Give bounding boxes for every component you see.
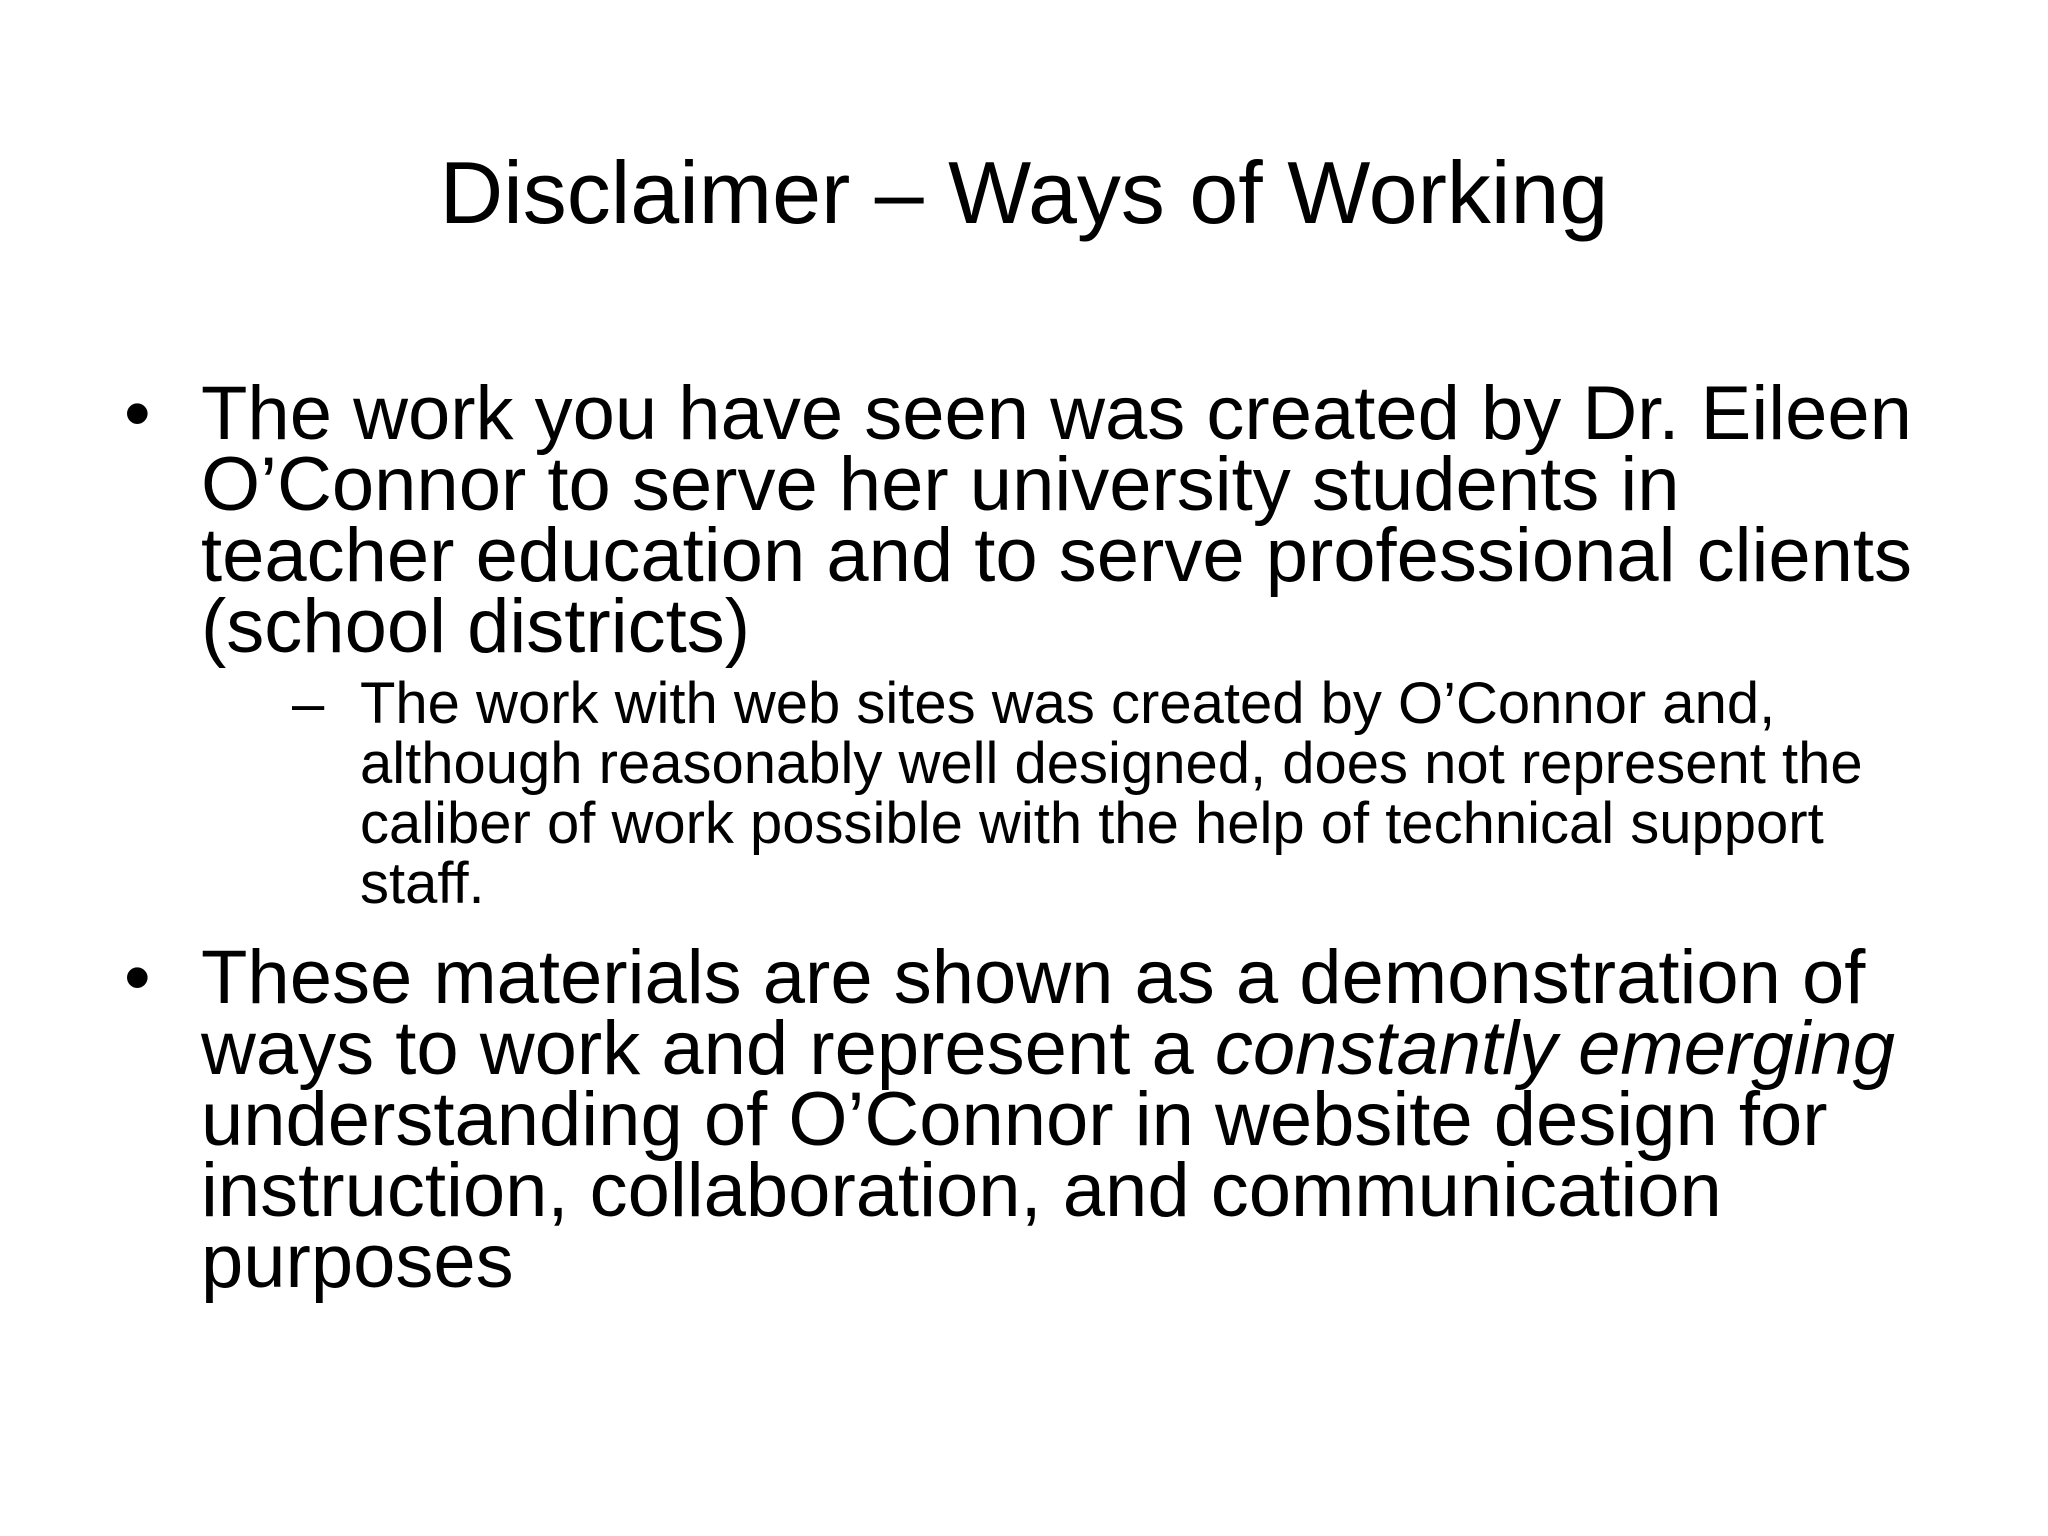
sub-bullet-item — [292, 671, 1954, 916]
bullet-item — [124, 935, 1954, 1304]
sub-bullet-text: The work with web sites was created by O’Connor and, although reasonably well designed, does not represent the caliber of work possible with the help of technical support staff. — [360, 671, 1863, 916]
emphasized-text: constantly emerging — [1214, 1006, 1895, 1091]
slide-title: Disclaimer – Ways of Working — [439, 143, 1609, 242]
bullet-text-part: These materials are shown as a demonstration of ways to work and represent a — [201, 935, 1866, 1091]
slide-content — [124, 371, 1954, 1304]
bullet-text-part: understanding of O’Connor in website design for instruction, collaboration, and communication purposes — [201, 1077, 1828, 1304]
bullet-marker: • — [124, 935, 151, 1020]
bullet-text: The work you have seen was created by Dr. Eileen O’Connor to serve her university students in teacher education and to serve professional clients (school districts) — [201, 371, 1913, 669]
bullet-marker: • — [124, 371, 151, 456]
sub-bullet-marker: – — [292, 671, 325, 736]
bullet-item — [124, 371, 1954, 669]
